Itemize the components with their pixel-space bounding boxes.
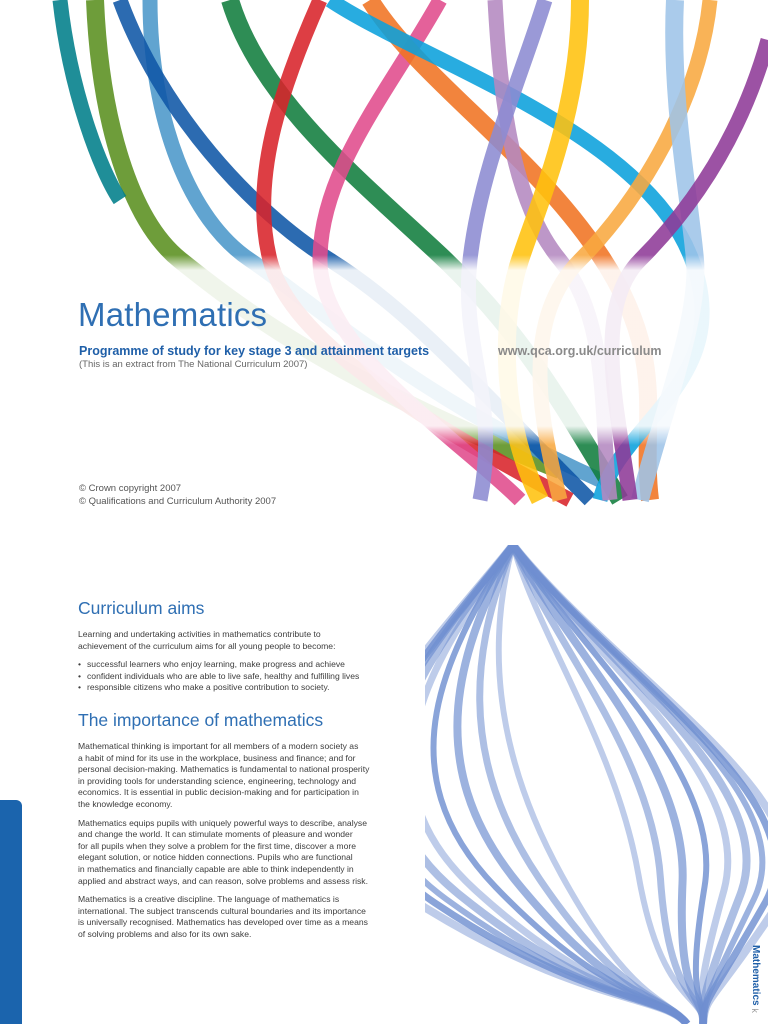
text-line: applied and abstract ways, and can reason, solve problems and assess risk. bbox=[78, 875, 368, 886]
importance-paragraph bbox=[78, 818, 378, 888]
text-line: Mathematics is a creative discipline. The language of mathematics is bbox=[78, 894, 340, 905]
curriculum-aims-heading: Curriculum aims bbox=[78, 598, 205, 618]
extract-note: (This is an extract from The National Curriculum 2007) bbox=[79, 359, 308, 370]
list-item: • confident individuals who are able to live safe, healthy and fulfilling lives bbox=[78, 671, 378, 683]
spine-title: Mathematics bbox=[750, 945, 761, 1006]
page-title: Mathematics bbox=[78, 296, 268, 333]
text-line: Mathematics equips pupils with uniquely powerful ways to describe, analyse bbox=[78, 817, 367, 828]
intro-line: achievement of the curriculum aims for all young people to become: bbox=[78, 640, 336, 651]
intro-line: Learning and undertaking activities in mathematics contribute to bbox=[78, 629, 321, 639]
importance-paragraph bbox=[78, 741, 378, 811]
copyright-block bbox=[79, 482, 276, 508]
text-line: the knowledge economy. bbox=[78, 798, 173, 809]
text-line: personal decision-making. Mathematics is fundamental to national prosperity bbox=[78, 764, 370, 775]
text-line: for all pupils when they solve a problem for the first time, discover a more bbox=[78, 840, 356, 851]
spine-suffix: k bbox=[750, 1008, 760, 1013]
text-line: elegant solution, or notice hidden connections. Pupils who are functional bbox=[78, 852, 353, 863]
text-line: of solving problems and also for its own sake. bbox=[78, 928, 252, 939]
copyright-crown: © Crown copyright 2007 bbox=[79, 483, 182, 494]
importance-section bbox=[78, 710, 378, 948]
curriculum-url[interactable]: www.qca.org.uk/curriculum bbox=[498, 344, 662, 358]
decorative-ribbons-blue bbox=[425, 545, 768, 1024]
importance-paragraph bbox=[78, 894, 378, 940]
subtitle: Programme of study for key stage 3 and attainment targets bbox=[79, 344, 430, 358]
curriculum-aims-intro bbox=[78, 629, 378, 652]
list-item: • successful learners who enjoy learning, make progress and achieve bbox=[78, 659, 378, 671]
text-line: and change the world. It can stimulate moments of pleasure and wonder bbox=[78, 829, 353, 840]
copyright-qca: © Qualifications and Curriculum Authority 2007 bbox=[79, 496, 277, 507]
text-line: Mathematical thinking is important for all members of a modern society as bbox=[78, 741, 359, 751]
importance-heading: The importance of mathematics bbox=[78, 710, 324, 730]
text-line: economics. It is essential in public decision-making and for participation in bbox=[78, 787, 359, 798]
text-line: in providing tools for understanding science, engineering, technology and bbox=[78, 775, 357, 786]
side-tab bbox=[0, 800, 22, 1024]
aims-list bbox=[78, 659, 378, 694]
text-line: a habit of mind for its use in the workplace, business and finance; and for bbox=[78, 752, 356, 763]
text-line: international. The subject transcends cultural boundaries and its importance bbox=[78, 905, 366, 916]
text-line: is universally recognised. Mathematics has developed over time as a means bbox=[78, 917, 368, 928]
spine-label bbox=[750, 945, 764, 1024]
list-item: • responsible citizens who make a positive contribution to society. bbox=[78, 682, 378, 694]
curriculum-aims-section bbox=[78, 598, 378, 694]
text-line: in mathematics and financially capable are able to think independently in bbox=[78, 863, 354, 874]
